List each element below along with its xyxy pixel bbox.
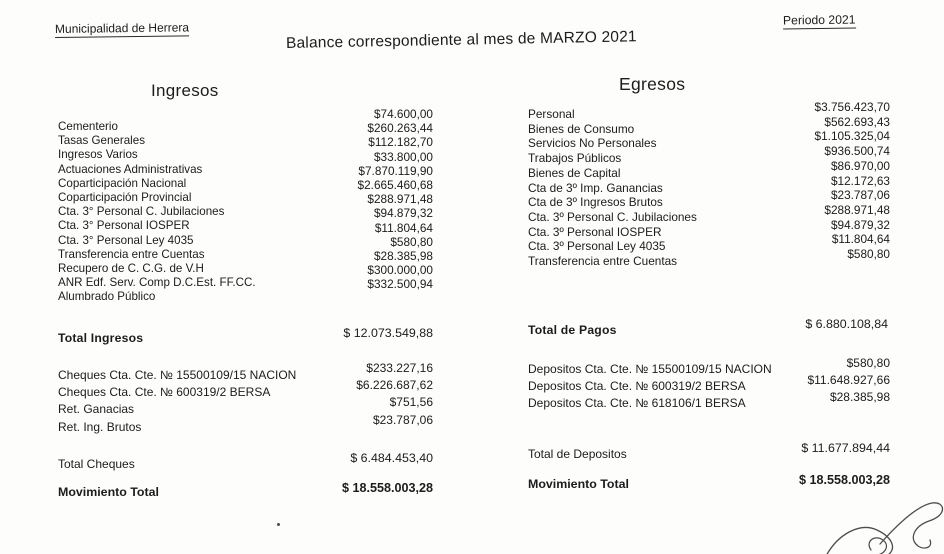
depositos-row-value: $28.385,98 — [829, 390, 890, 405]
cheques-row-value: $751,56 — [389, 395, 433, 410]
egresos-row-value: $580,80 — [847, 247, 890, 262]
ingresos-value-list — [295, 107, 433, 292]
cheques-row-value: $233.227,16 — [366, 361, 433, 375]
egresos-row-label: Trabajos Públicos — [528, 151, 622, 166]
ingresos-row-value: $112.182,70 — [368, 135, 433, 150]
movimiento-total-egresos-label: Movimiento Total — [528, 477, 629, 491]
cheques-row-value: $6.226.687,62 — [356, 378, 433, 393]
total-cheques-value: $ 6.484.453,40 — [350, 451, 433, 465]
ingresos-row-label: Transferencia entre Cuentas — [58, 247, 205, 261]
egresos-row-value: $562.693,43 — [824, 114, 890, 129]
egresos-row-value: $288.971,48 — [824, 202, 890, 217]
cheques-row-label: Ret. Ganacias — [58, 402, 135, 417]
egresos-row-value: $1.105.325,04 — [814, 129, 890, 144]
depositos-value-list — [752, 355, 890, 407]
total-ingresos-value: $ 12.073.549,88 — [343, 326, 433, 340]
egresos-row-value: $86.970,00 — [830, 158, 890, 173]
egresos-row-label: Transferencia entre Cuentas — [528, 254, 678, 269]
ingresos-row-value: $288.971,48 — [367, 192, 433, 207]
ingresos-row-value: $7.870.119,90 — [358, 163, 433, 178]
ingresos-row-label: Cementerio — [58, 120, 118, 133]
depositos-row-label: Depositos Cta. Cte. № 15500109/15 NACION — [528, 362, 772, 376]
egresos-section-heading: Egresos — [619, 74, 686, 94]
movimiento-total-egresos-value: $ 18.558.003,28 — [798, 473, 890, 487]
ingresos-row-label: Tasas Generales — [58, 134, 145, 148]
egresos-row-value: $94.879,32 — [830, 217, 890, 232]
egresos-row-label: Personal — [528, 107, 575, 121]
document-title: Balance correspondiente al mes de MARZO 2021 — [285, 28, 637, 52]
ingresos-row-value: $2.665.460,68 — [357, 178, 433, 193]
ingresos-section-heading: Ingresos — [151, 81, 219, 100]
egresos-row-label: Cta. 3º Personal IOSPER — [528, 224, 662, 239]
egresos-row-label: Cta. 3º Personal Ley 4035 — [528, 239, 666, 254]
ingresos-row-label: Coparticipación Nacional — [58, 176, 187, 190]
ingresos-row-value: $28.385,98 — [373, 249, 433, 264]
cheques-value-list — [295, 360, 433, 429]
egresos-row-value: $23.787,06 — [830, 188, 890, 203]
ingresos-row-label: Alumbrado Público — [58, 290, 156, 304]
total-pagos-label: Total de Pagos — [528, 323, 617, 337]
ingresos-row-value: $580,80 — [390, 234, 433, 249]
ingresos-row-label: Recupero de C. C.G. de V.H — [58, 262, 204, 276]
ink-speck — [277, 523, 280, 526]
ingresos-row-label: ANR Edf. Serv. Comp D.C.Est. FF.CC. — [58, 276, 256, 290]
ingresos-row-value: $300.000,00 — [367, 263, 433, 278]
egresos-row-value: $11.804,64 — [831, 232, 890, 247]
total-ingresos-label: Total Ingresos — [58, 331, 144, 345]
egresos-row-label: Cta de 3º Ingresos Brutos — [528, 195, 663, 210]
total-depositos-value: $ 11.677.894,44 — [801, 441, 890, 455]
total-pagos-value: $ 6.880.108,84 — [805, 317, 888, 331]
organization-name: Municipalidad de Herrera — [54, 20, 190, 36]
total-cheques-label: Total Cheques — [58, 457, 135, 471]
egresos-row-value: $3.756.423,70 — [814, 100, 890, 114]
egresos-row-label: Bienes de Capital — [528, 165, 621, 180]
cheques-row-label: Cheques Cta. Cte. № 15500109/15 NACION — [58, 368, 297, 382]
depositos-row-value: $11.648.927,66 — [807, 373, 890, 388]
ingresos-row-value: $332.500,94 — [367, 277, 433, 292]
ingresos-row-label: Cta. 3° Personal IOSPER — [58, 219, 190, 233]
movimiento-total-ingresos-label: Movimiento Total — [58, 485, 159, 499]
ingresos-row-value: $11.804,64 — [374, 220, 433, 235]
depositos-row-value: $580,80 — [846, 356, 890, 370]
ingresos-row-value: $33.800,00 — [373, 149, 433, 164]
egresos-value-list — [752, 100, 890, 262]
ingresos-row-label: Cta. 3° Personal Ley 4035 — [58, 233, 194, 247]
ingresos-label-list — [58, 120, 328, 305]
egresos-row-value: $936.500,74 — [824, 144, 890, 159]
cheques-row-value: $23.787,06 — [372, 412, 433, 427]
ingresos-row-value: $74.600,00 — [373, 107, 433, 121]
depositos-row-label: Depositos Cta. Cte. № 600319/2 BERSA — [528, 379, 746, 394]
signature-scribble-icon — [822, 486, 944, 554]
egresos-row-label: Servicios No Personales — [528, 136, 657, 151]
depositos-row-label: Depositos Cta. Cte. № 618106/1 BERSA — [528, 396, 746, 411]
ingresos-row-label: Cta. 3° Personal C. Jubilaciones — [58, 205, 225, 219]
cheques-row-label: Cheques Cta. Cte. № 600319/2 BERSA — [58, 385, 271, 400]
ingresos-row-label: Coparticipación Provincial — [58, 191, 192, 205]
cheques-row-label: Ret. Ing. Brutos — [58, 419, 142, 434]
ingresos-row-label: Actuaciones Administrativas — [58, 162, 203, 176]
total-depositos-label: Total de Depositos — [528, 447, 627, 461]
egresos-row-label: Cta de 3º Imp. Ganancias — [528, 180, 663, 195]
egresos-row-value: $12.172,63 — [830, 173, 890, 188]
period-label: Periodo 2021 — [782, 12, 856, 28]
egresos-row-label: Cta. 3º Personal C. Jubilaciones — [528, 209, 697, 224]
ingresos-row-value: $260.263,44 — [367, 121, 433, 136]
ingresos-row-value: $94.879,32 — [373, 206, 433, 221]
ingresos-row-label: Ingresos Varios — [58, 148, 138, 162]
movimiento-total-ingresos-value: $ 18.558.003,28 — [341, 481, 433, 495]
egresos-row-label: Bienes de Consumo — [528, 121, 635, 136]
